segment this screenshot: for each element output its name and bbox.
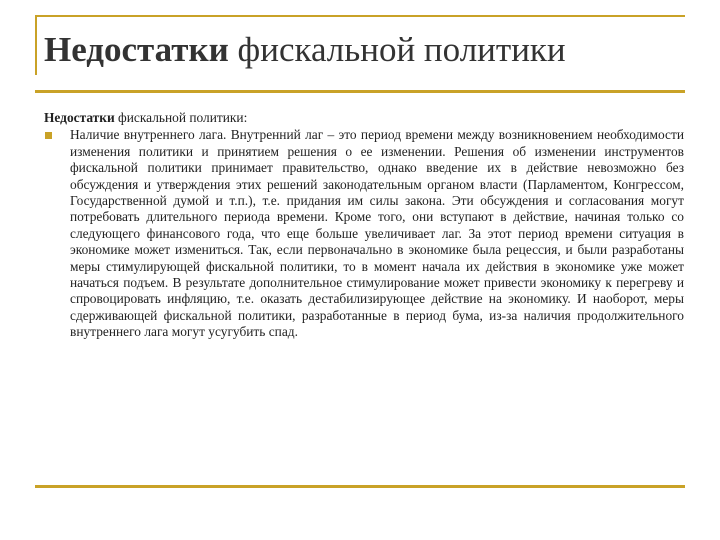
slide-title-bold: Недостатки: [44, 30, 229, 69]
intro-line: [44, 110, 684, 126]
bullet-item: [44, 127, 684, 340]
intro-rest: фискальной политики:: [114, 110, 248, 125]
slide-title-rest: фискальной политики: [228, 30, 566, 69]
square-bullet-icon: [45, 132, 52, 139]
intro-bold: Недостатки: [44, 110, 115, 125]
frame-top-line: [35, 15, 685, 17]
frame-vertical-line: [35, 15, 37, 75]
bullet-text: Наличие внутреннего лага. Внутренний лаг – это период времени между возникновением необходимости изменения политики и принятием решения о ее изменении. Решения об изменении инструментов фискальной политики принимает правительство, однако введение их в действие невозможно без обсуждения и утверждения этих решений законодательным органом власти (Парламентом, Конгрессом, Государственной думой и т.п.), т.е. придания им силы закона. Эти обсуждения и согласования могут потребовать длительного периода времени. Кроме того, они вступают в действие, начиная только со следующего финансового года, что еще больше увеличивает лаг. За этот период времени ситуация в экономике может измениться. Так, если первоначально в экономике была рецессия, и были разработаны меры стимулирующей фискальной политики, то в момент начала их действия в экономике уже может начаться подъем. В результате дополнительное стимулирование может привести экономику к перегреву и спровоцировать инфляцию, т.е. оказать дестабилизирующее действие на экономику. И наоборот, меры сдерживающей фискальной политики, разработанные в период бума, из-за наличия продолжительного внутреннего лага могут усугубить спад.: [70, 127, 684, 340]
title-divider: [35, 90, 685, 93]
slide-body: [44, 110, 684, 341]
slide-title: [44, 28, 566, 72]
bottom-divider: [35, 485, 685, 488]
